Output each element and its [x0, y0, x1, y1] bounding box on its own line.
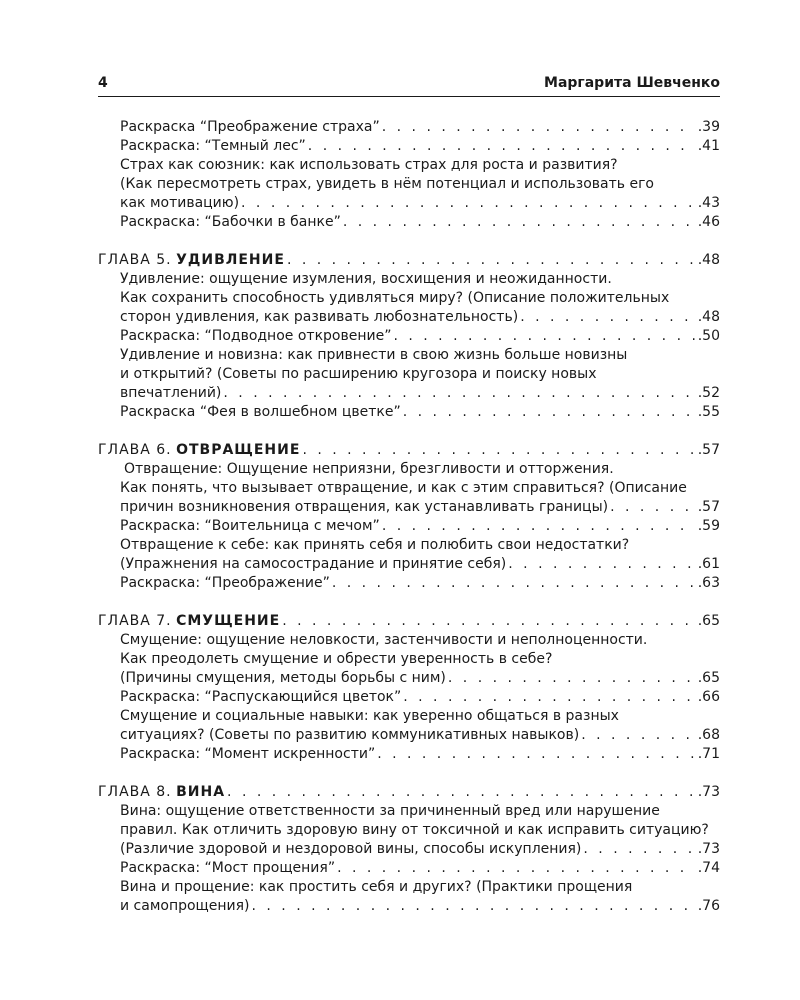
- dot-leader: [520, 308, 696, 327]
- dot-leader: [337, 859, 696, 878]
- toc-entry-line: Удивление и новизна: как привнести в свою жизнь больше новизны: [120, 347, 628, 363]
- toc-entry: [98, 137, 720, 156]
- toc-section: [98, 783, 720, 916]
- page-ref: .73: [697, 784, 720, 800]
- toc-entry-text: и самопрощения): [120, 898, 250, 914]
- toc-entry: [98, 669, 720, 688]
- toc-entry-line: Страх как союзник: как использовать страх для роста и развития?: [120, 157, 618, 173]
- header-rule: [98, 96, 720, 97]
- page-ref: .48: [697, 252, 720, 268]
- chapter-heading: [98, 441, 720, 460]
- toc-entry-line: (Как пересмотреть страх, увидеть в нём потенциал и использовать его: [120, 176, 654, 192]
- author-name: Маргарита Шевченко: [544, 75, 720, 91]
- page-ref: .50: [697, 328, 720, 344]
- chapter-heading: [98, 612, 720, 631]
- page-ref: .66: [697, 689, 720, 705]
- dot-leader: [252, 897, 696, 916]
- dot-leader: [508, 555, 695, 574]
- toc-section: [98, 612, 720, 764]
- toc-entry: [98, 498, 720, 517]
- toc-entry: [98, 840, 720, 859]
- toc-entry-line: Как преодолеть смущение и обрести уверенность в себе?: [120, 651, 553, 667]
- chapter-name: ОТВРАЩЕНИЕ: [176, 442, 301, 458]
- toc-entry-line: Отвращение: Ощущение неприязни, брезгливости и отторжения.: [124, 461, 614, 477]
- page-ref: .52: [697, 385, 720, 401]
- chapter-label: ГЛАВА 6.: [98, 442, 172, 458]
- toc-entry-text: сторон удивления, как развивать любознательность): [120, 309, 519, 325]
- page-ref: .46: [697, 214, 720, 230]
- toc-entry-text: причин возникновения отвращения, как устанавливать границы): [120, 499, 609, 515]
- dot-leader: [308, 137, 696, 156]
- dot-leader: [377, 745, 696, 764]
- page-ref: .55: [697, 404, 720, 420]
- dot-leader: [583, 840, 695, 859]
- toc-entry-line: Как сохранить способность удивляться миру? (Описание положительных: [120, 290, 670, 306]
- page-ref: .65: [697, 670, 720, 686]
- dot-leader: [403, 403, 696, 422]
- toc-entry-text: Раскраска: “Воительница с мечом”: [120, 518, 380, 534]
- toc-entry: [98, 517, 720, 536]
- page-ref: .74: [697, 860, 720, 876]
- page-ref: .41: [697, 138, 720, 154]
- dot-leader: [287, 251, 696, 270]
- toc-section: [98, 441, 720, 593]
- page-ref: .57: [697, 442, 720, 458]
- toc-entry-text: Раскраска: “Бабочки в банке”: [120, 214, 341, 230]
- toc-entry: [98, 308, 720, 327]
- chapter-heading: [98, 251, 720, 270]
- toc-entry: [98, 897, 720, 916]
- chapter-title: [98, 783, 225, 802]
- dot-leader: [448, 669, 696, 688]
- page-ref: .73: [697, 841, 720, 857]
- toc-entry-text: ситуациях? (Советы по развитию коммуникативных навыков): [120, 727, 580, 743]
- toc-entry: [98, 859, 720, 878]
- toc-entry: [98, 745, 720, 764]
- dot-leader: [382, 517, 696, 536]
- dot-leader: [403, 688, 695, 707]
- toc-entry-text: Раскраска: “Распускающийся цветок”: [120, 689, 402, 705]
- toc-entry-text: Раскраска: “Мост прощения”: [120, 860, 336, 876]
- chapter-title: [98, 441, 300, 460]
- chapter-name: УДИВЛЕНИЕ: [176, 252, 285, 268]
- dot-leader: [393, 327, 695, 346]
- toc-entry: [98, 384, 720, 403]
- toc-entry-text: Раскраска “Преображение страха”: [120, 119, 380, 135]
- toc-entry-line: Отвращение к себе: как принять себя и полюбить свои недостатки?: [120, 537, 630, 553]
- toc-entry: [98, 688, 720, 707]
- toc-entry: [98, 403, 720, 422]
- chapter-name: СМУЩЕНИЕ: [176, 613, 281, 629]
- toc-section: [98, 118, 720, 232]
- dot-leader: [332, 574, 696, 593]
- toc-entry-line: и открытий? (Советы по расширению кругозора и поиску новых: [120, 366, 597, 382]
- dot-leader: [581, 726, 696, 745]
- page-ref: .43: [697, 195, 720, 211]
- toc-entry-text: Раскраска “Фея в волшебном цветке”: [120, 404, 401, 420]
- dot-leader: [223, 384, 695, 403]
- toc-entry-text: Раскраска: “Подводное откровение”: [120, 328, 392, 344]
- chapter-heading: [98, 783, 720, 802]
- chapter-label: ГЛАВА 5.: [98, 252, 172, 268]
- toc-entry-text: Раскраска: “Момент искренности”: [120, 746, 376, 762]
- toc-entry: [98, 327, 720, 346]
- toc-entry: [98, 555, 720, 574]
- page-ref: .71: [697, 746, 720, 762]
- dot-leader: [302, 441, 695, 460]
- table-of-contents: [98, 118, 720, 935]
- chapter-title: [98, 612, 280, 631]
- chapter-title: [98, 251, 285, 270]
- toc-entry: [98, 213, 720, 232]
- toc-entry-text: (Различие здоровой и нездоровой вины, способы искупления): [120, 841, 582, 857]
- toc-entry-line: правил. Как отличить здоровую вину от токсичной и как исправить ситуацию?: [120, 822, 709, 838]
- page-ref: .76: [697, 898, 720, 914]
- page-ref: .57: [697, 499, 720, 515]
- page-ref: .68: [697, 727, 720, 743]
- page-ref: .65: [697, 613, 720, 629]
- page-ref: .39: [697, 119, 720, 135]
- toc-section: [98, 251, 720, 422]
- dot-leader: [610, 498, 696, 517]
- dot-leader: [241, 194, 696, 213]
- dot-leader: [227, 783, 696, 802]
- dot-leader: [382, 118, 696, 137]
- chapter-label: ГЛАВА 7.: [98, 613, 172, 629]
- page-header: [98, 72, 720, 94]
- toc-entry-text: как мотивацию): [120, 195, 240, 211]
- page-ref: .48: [697, 309, 720, 325]
- toc-entry-line: Вина: ощущение ответственности за причиненный вред или нарушение: [120, 803, 660, 819]
- dot-leader: [282, 612, 696, 631]
- page-number: 4: [98, 75, 108, 91]
- page-ref: .59: [697, 518, 720, 534]
- chapter-name: ВИНА: [176, 784, 226, 800]
- toc-entry-line: Как понять, что вызывает отвращение, и как с этим справиться? (Описание: [120, 480, 687, 496]
- toc-entry-text: впечатлений): [120, 385, 222, 401]
- toc-entry-line: Вина и прощение: как простить себя и других? (Практики прощения: [120, 879, 633, 895]
- dot-leader: [343, 213, 696, 232]
- chapter-label: ГЛАВА 8.: [98, 784, 172, 800]
- toc-entry-text: Раскраска: “Преображение”: [120, 575, 330, 591]
- toc-entry-text: (Упражнения на самосострадание и принятие себя): [120, 556, 507, 572]
- toc-entry: [98, 118, 720, 137]
- toc-entry: [98, 194, 720, 213]
- toc-entry-line: Удивление: ощущение изумления, восхищения и неожиданности.: [120, 271, 612, 287]
- page-ref: .61: [697, 556, 720, 572]
- page-ref: .63: [697, 575, 720, 591]
- toc-entry-text: (Причины смущения, методы борьбы с ним): [120, 670, 446, 686]
- toc-entry-line: Смущение и социальные навыки: как уверенно общаться в разных: [120, 708, 619, 724]
- toc-entry: [98, 726, 720, 745]
- toc-entry-line: Смущение: ощущение неловкости, застенчивости и неполноценности.: [120, 632, 648, 648]
- toc-entry-text: Раскраска: “Темный лес”: [120, 138, 306, 154]
- toc-entry: [98, 574, 720, 593]
